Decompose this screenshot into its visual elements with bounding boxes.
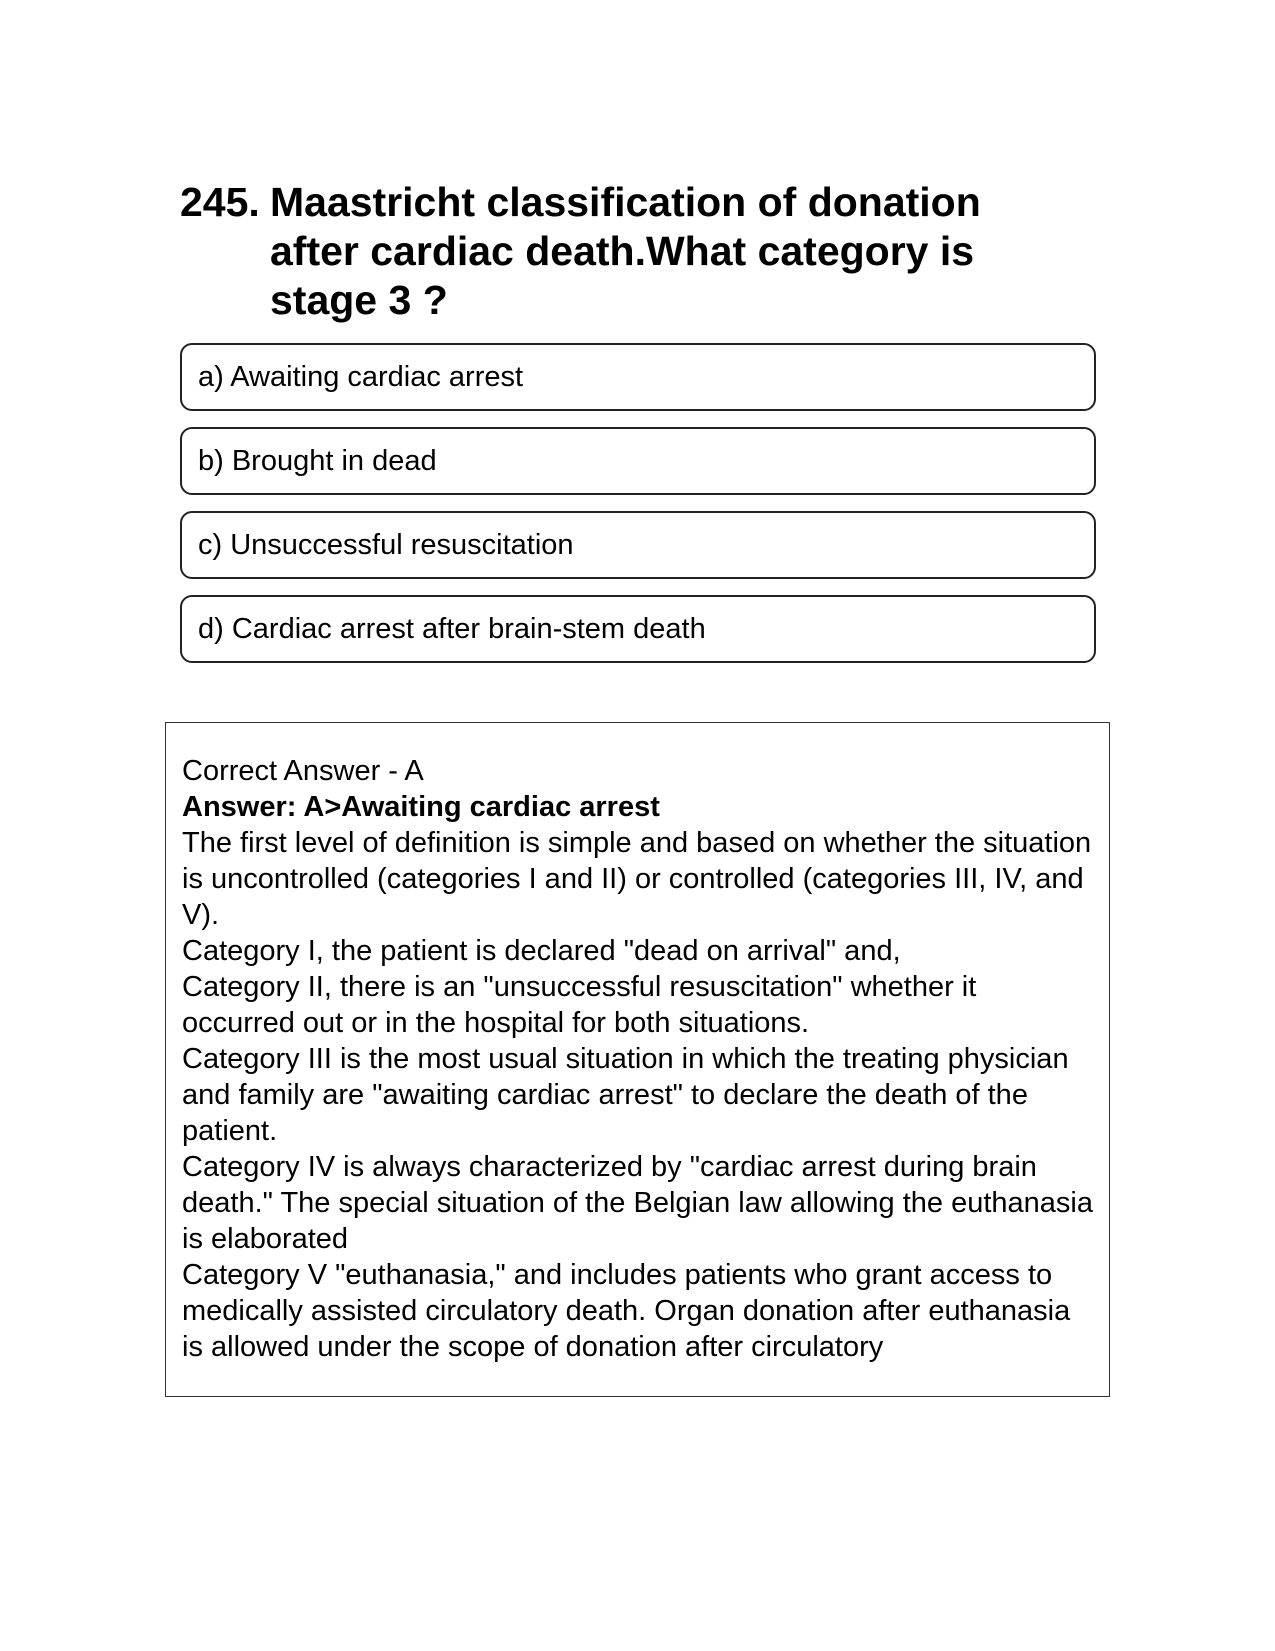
question-heading (180, 178, 1040, 325)
option-c[interactable] (180, 511, 1096, 579)
explanation-paragraph: Category III is the most usual situation in which the treating physician and family are "awaiting cardiac arrest" to declare the death of the patient. (182, 1043, 1069, 1147)
option-b[interactable] (180, 427, 1096, 495)
explanation-paragraph: The first level of definition is simple and based on whether the situation is uncontrolled (categories I and II) or controlled (categories III, IV, and V). (182, 827, 1092, 931)
option-d-label: d) Cardiac arrest after brain-stem death (198, 612, 706, 645)
explanation-paragraph: Category II, there is an "unsuccessful resuscitation" whether it occurred out or in the hospital for both situations. (182, 971, 977, 1039)
explanation-paragraph: Category V "euthanasia," and includes patients who grant access to medically assisted circulatory death. Organ donation after euthanasia is allowed under the scope of donation after circulatory (182, 1259, 1071, 1363)
answer-heading: Answer: A>Awaiting cardiac arrest (182, 791, 660, 823)
option-c-label: c) Unsuccessful resuscitation (198, 528, 574, 561)
option-d[interactable] (180, 595, 1096, 663)
option-a[interactable] (180, 343, 1096, 411)
options-list (180, 343, 1096, 679)
explanation-paragraph: Category IV is always characterized by "cardiac arrest during brain death." The special situation of the Belgian law allowing the euthanasia is elaborated (182, 1151, 1093, 1255)
explanation-paragraph: Category I, the patient is declared "dead on arrival" and, (182, 935, 901, 967)
option-a-label: a) Awaiting cardiac arrest (198, 360, 524, 393)
option-b-label: b) Brought in dead (198, 444, 437, 477)
answer-explanation-box (165, 722, 1110, 1397)
correct-answer-line: Correct Answer - A (182, 755, 424, 787)
question-text: Maastricht classification of donation after cardiac death.What category is stage 3 ? (270, 179, 981, 323)
question-number: 245. (180, 179, 260, 225)
